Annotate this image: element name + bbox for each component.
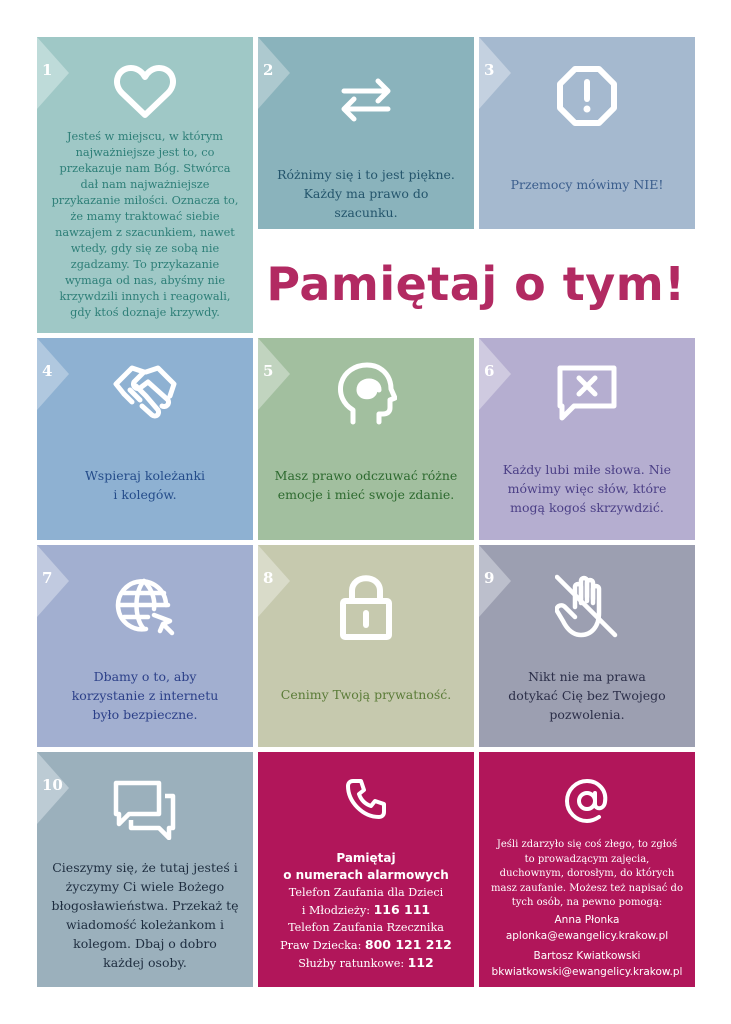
number-badge: 5 (258, 338, 292, 410)
phone-number[interactable]: 116 111 (373, 902, 431, 917)
tile-4 (37, 338, 253, 540)
number-badge: 7 (37, 545, 71, 617)
tile-3 (479, 37, 695, 229)
number-badge: 9 (479, 545, 513, 617)
tile-9 (479, 545, 695, 747)
arrows-left-right-icon (334, 75, 398, 123)
phone-number[interactable]: 800 121 212 (364, 937, 452, 952)
phone-number[interactable]: 112 (407, 955, 434, 970)
number-badge: 6 (479, 338, 513, 410)
globe-cursor-icon (114, 575, 176, 637)
phone-line-4: Praw Dziecka: 800 121 212 (280, 937, 452, 952)
phone-heading: Pamiętaj (336, 851, 396, 865)
number-badge: 2 (258, 37, 292, 109)
number-badge: 1 (37, 37, 71, 109)
page-title: Pamiętaj o tym! (266, 257, 686, 311)
tile-text: Każdy lubi miłe słowa. Nie mówimy więc słów, które mogą kogoś skrzywdzić. (502, 462, 672, 515)
number-badge: 10 (37, 752, 71, 824)
email-tile (479, 752, 695, 987)
tile-2 (258, 37, 474, 229)
phone-tile (258, 752, 474, 987)
tile-text: Wspieraj koleżanki i kolegów. (84, 468, 206, 502)
email-intro: Jeśli zdarzyło się coś złego, to zgłoś to prowadzącym zajęcia, duchownym, dorosłym, do których masz zaufanie. Możesz też napisać do tych osób, na pewno pomogą: (491, 839, 683, 908)
tile-text: Przemocy mówimy NIE! (510, 177, 664, 192)
tile-7 (37, 545, 253, 747)
tile-text: Jesteś w miejscu, w którym najważniejsze jest to, co przekazuje nam Bóg. Stwórca dał nam najważniejsze przykazanie miłości. Oznacza to, że mamy traktować siebie nawzajem z szacunkiem, nawet wtedy, gdy się ze sobą nie zgadzamy. To przykazanie wymaga od nas, abyśmy nie krzywdzili innych i reagowali, gdy ktoś doznaje krzywdy. (51, 130, 239, 319)
speech-bubble-x-icon (556, 364, 618, 424)
phone-line-3: Telefon Zaufania Rzecznika (288, 921, 444, 934)
contacts (481, 912, 693, 980)
phone-info (268, 850, 464, 972)
padlock-icon (338, 571, 394, 641)
tile-text: Dbamy o to, aby korzystanie z internetu było bezpieczne. (71, 669, 219, 722)
tile-10 (37, 752, 253, 987)
tile-text: Cieszymy się, że tutaj jesteś i życzymy Ci wiele Bożego błogosławieństwa. Przekaż tę wiadomość koleżankom i kolegom. Dbaj o dobro każdej osoby. (51, 860, 239, 970)
number-badge: 8 (258, 545, 292, 617)
phone-heading-2: o numerach alarmowych (283, 868, 449, 882)
phone-line-5: Służby ratunkowe: 112 (298, 955, 434, 970)
tile-1 (37, 37, 253, 333)
tile-5 (258, 338, 474, 540)
at-sign-icon (564, 778, 610, 824)
phone-line-1: Telefon Zaufania dla Dzieci (288, 886, 444, 899)
contact-email[interactable]: aplonka@ewangelicy.krakow.pl (505, 930, 669, 942)
contact-name: Anna Płonka (554, 914, 620, 926)
tile-text: Różnimy się i to jest piękne. Każdy ma prawo do szacunku. (277, 167, 455, 220)
tile-8 (258, 545, 474, 747)
tile-text: Cenimy Twoją prywatność. (280, 687, 452, 702)
head-spiral-icon (335, 362, 397, 426)
hand-crossed-icon (555, 573, 619, 639)
phone-icon (345, 778, 387, 820)
contact-name: Bartosz Kwiatkowski (533, 950, 641, 962)
handshake-icon (112, 364, 178, 426)
tile-text: Nikt nie ma prawa dotykać Cię bez Twojego pozwolenia. (508, 669, 666, 722)
contact-email[interactable]: bkwiatkowski@ewangelicy.krakow.pl (491, 966, 683, 978)
number-badge: 4 (37, 338, 71, 410)
alert-octagon-icon (556, 65, 618, 127)
tile-text: Masz prawo odczuwać różne emocje i mieć swoje zdanie. (274, 468, 458, 502)
number-badge: 3 (479, 37, 513, 109)
chat-bubbles-icon (113, 780, 177, 840)
phone-line-2: i Młodzieży: 116 111 (301, 902, 431, 917)
heart-icon (114, 63, 176, 121)
tile-6 (479, 338, 695, 540)
